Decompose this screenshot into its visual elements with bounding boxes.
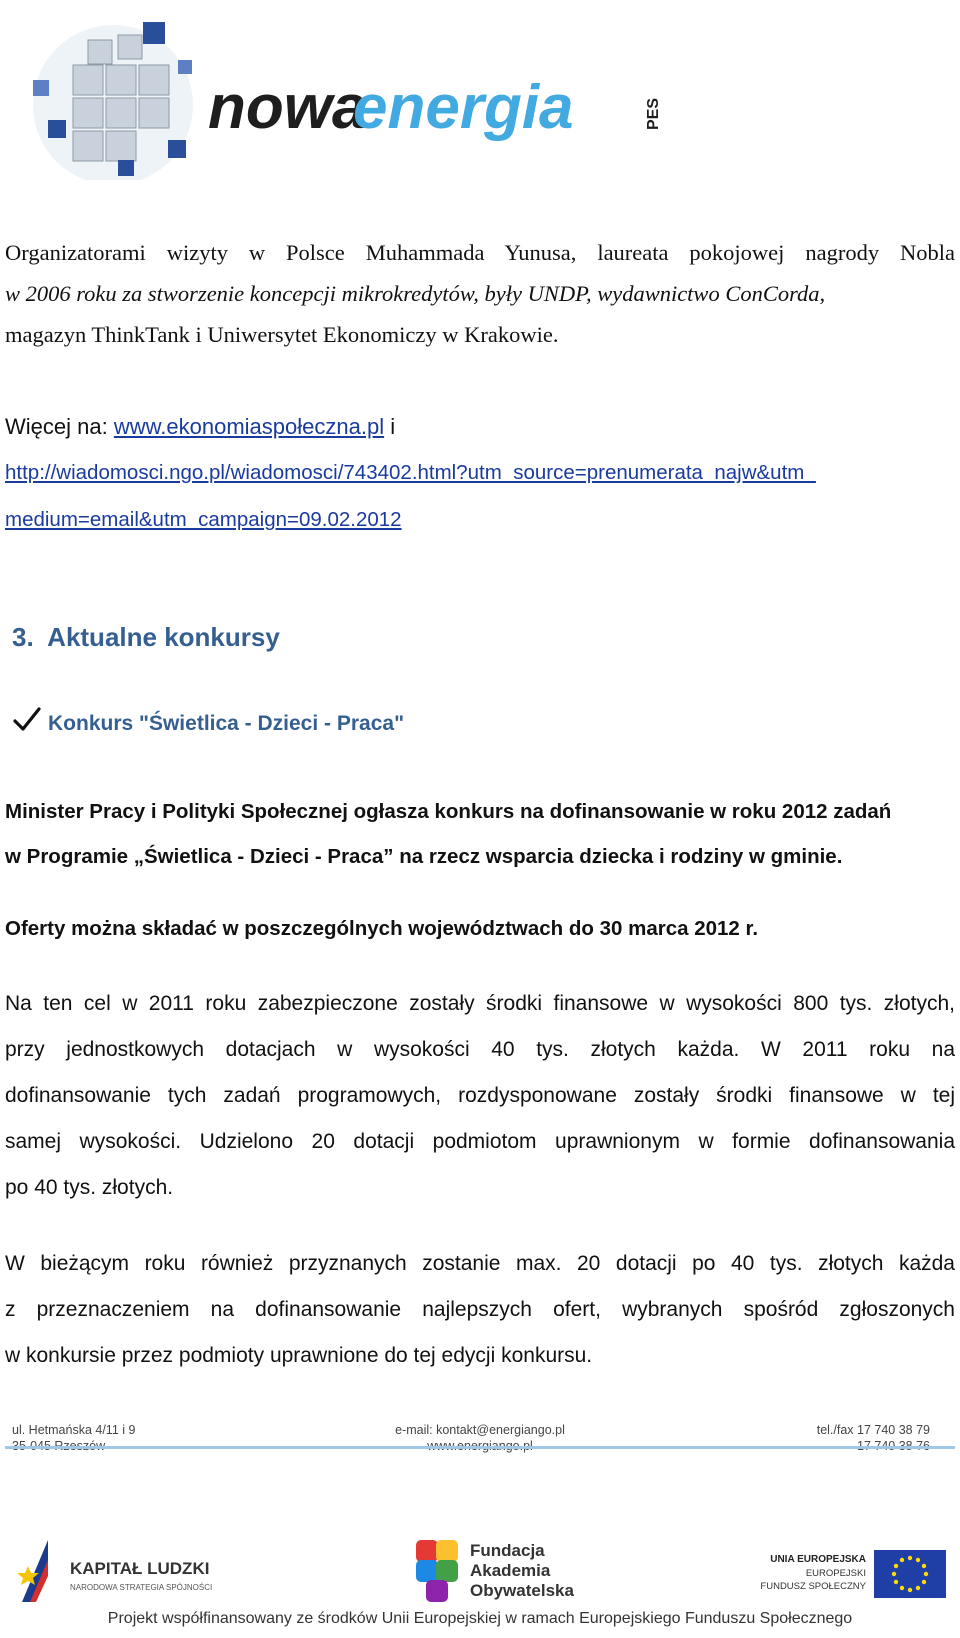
more-line bbox=[5, 404, 955, 450]
logo-word-energia: energia bbox=[353, 73, 574, 142]
funding-statement: Projekt współfinansowany ze środków Unii Europejskiej w ramach Europejskiego Funduszu Społecznego bbox=[107, 1610, 853, 1627]
fundacja-akademia-logo bbox=[412, 1532, 582, 1608]
checkmark-icon bbox=[12, 705, 42, 735]
footer-contact bbox=[380, 1422, 580, 1454]
deadline-line: Oferty można składać w poszczególnych województwach do 30 marca 2012 r. bbox=[5, 917, 759, 940]
current-p-line-2: z przeznaczeniem na dofinansowanie najlepszych ofert, wybranych spośród zgłoszonych bbox=[5, 1298, 955, 1321]
eu-line-2: EUROPEJSKI bbox=[805, 1568, 866, 1579]
faob-line-1: Fundacja bbox=[470, 1541, 545, 1560]
funding-p-line-3: dofinansowanie tych zadań programowych, rozdysponowane zostały środki finansowe w tej bbox=[5, 1084, 955, 1107]
eu-line-3: FUNDUSZ SPOŁECZNY bbox=[760, 1581, 866, 1592]
funding-p-line-4: samej wysokości. Udzielono 20 dotacji podmiotom uprawnionym w formie dofinansowania bbox=[5, 1130, 955, 1153]
kl-subtitle: NARODOWA STRATEGIA SPÓJNOŚCI bbox=[70, 1583, 213, 1592]
address-line-1: ul. Hetmańska 4/11 i 9 bbox=[12, 1423, 136, 1437]
logo-word-nowa: nowa bbox=[208, 73, 367, 142]
intro-line-2: w 2006 roku za stworzenie koncepcji mikrokredytów, były UNDP, wydawnictwo ConCorda, bbox=[5, 281, 826, 306]
nowa-energia-logo bbox=[18, 10, 678, 180]
faob-line-2: Akademia bbox=[470, 1561, 551, 1580]
eu-flag-icon bbox=[874, 1550, 946, 1598]
kl-title: KAPITAŁ LUDZKI bbox=[70, 1559, 210, 1578]
link-ekonomiaspoleczna[interactable]: www.ekonomiaspołeczna.pl bbox=[113, 414, 385, 439]
current-p-line-3: w konkursie przez podmioty uprawnione do tej edycji konkursu. bbox=[5, 1344, 593, 1367]
intro-line-3: magazyn ThinkTank i Uniwersytet Ekonomiczy w Krakowie. bbox=[5, 322, 559, 347]
link-wiadomosci-line-2[interactable]: medium=email&utm_campaign=09.02.2012 bbox=[5, 508, 402, 531]
current-p-line-1: W bieżącym roku również przyznanych zostanie max. 20 dotacji po 40 tys. złotych każda bbox=[5, 1252, 955, 1275]
footer-divider bbox=[5, 1446, 955, 1449]
link-wiadomosci-line-1[interactable]: http://wiadomosci.ngo.pl/wiadomosci/743402.html?utm_source=prenumerata_najw&utm_ bbox=[5, 461, 816, 484]
kapital-ludzki-logo bbox=[18, 1536, 228, 1606]
more-prefix: Więcej na: bbox=[5, 414, 114, 439]
footer-address bbox=[12, 1422, 135, 1454]
footer-phones bbox=[760, 1422, 930, 1454]
cube-graphic bbox=[33, 22, 193, 180]
eu-line-1: UNIA EUROPEJSKA bbox=[770, 1554, 866, 1565]
funding-p-line-1: Na ten cel w 2011 roku zabezpieczone zostały środki finansowe w wysokości 800 tys. złotych, bbox=[5, 992, 955, 1015]
logo-suffix: PES bbox=[645, 97, 662, 130]
section-heading: 3. Aktualne konkursy bbox=[12, 622, 280, 652]
footer-phone-1: tel./fax 17 740 38 79 bbox=[816, 1423, 930, 1437]
more-join: i bbox=[384, 414, 396, 439]
footer-email: e-mail: kontakt@energiango.pl bbox=[395, 1423, 565, 1437]
announcement-line-2: w Programie „Świetlica - Dzieci - Praca” na rzecz wsparcia dziecka i rodziny w gminie. bbox=[5, 845, 843, 868]
intro-line-1: Organizatorami wizyty w Polsce Muhammada Yunusa, laureata pokojowej nagrody Nobla bbox=[5, 240, 955, 265]
announcement-line-1: Minister Pracy i Polityki Społecznej ogłasza konkurs na dofinansowanie w roku 2012 zadań bbox=[5, 800, 892, 823]
funding-p-line-2: przy jednostkowych dotacjach w wysokości 40 tys. złotych każda. W 2011 roku na bbox=[5, 1038, 955, 1061]
funding-p-line-5: po 40 tys. złotych. bbox=[5, 1176, 174, 1199]
eu-fund-logo bbox=[760, 1548, 950, 1608]
contest-title: Konkurs "Świetlica - Dzieci - Praca" bbox=[48, 712, 405, 735]
faob-line-3: Obywatelska bbox=[470, 1581, 574, 1600]
